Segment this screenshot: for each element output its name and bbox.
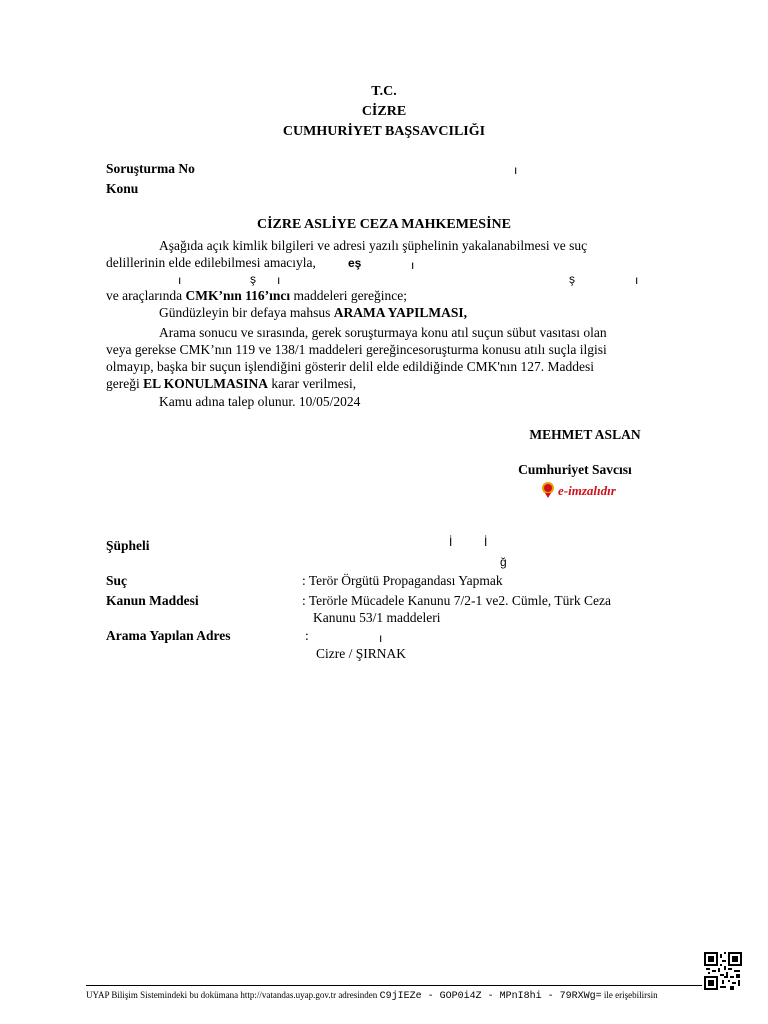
footer-text-a: UYAP Bilişim Sistemindeki bu dokümana http://vatandas.uyap.gov.tr adresinden	[86, 990, 378, 1000]
kanun-value-line-1: : Terörle Mücadele Kanunu 7/2-1 ve2. Cümle, Türk Ceza	[302, 593, 611, 608]
qr-code	[704, 952, 742, 994]
line4-text-a: ve araçlarında	[106, 288, 186, 303]
verification-code: C9jIEZe - GOP0i4Z - MPnI8hi - 79RXWg=	[379, 991, 602, 1002]
paragraph-2	[159, 305, 467, 321]
fragment-5: ı	[635, 273, 639, 287]
cmk-116: CMK’nın 116’ıncı	[185, 288, 291, 303]
footer-rule	[86, 985, 702, 986]
prosecutor-title: Cumhuriyet Savcısı	[518, 462, 632, 477]
arama-yapilmasi: ARAMA YAPILMASI,	[333, 305, 467, 320]
fragment-4: ş	[569, 272, 575, 286]
line4-text-c: maddeleri gereğince;	[290, 288, 408, 303]
el-konulmasina: EL KONULMASINA	[143, 376, 269, 391]
sorusturma-label: Soruşturma No	[106, 161, 195, 176]
p3-text-c: karar verilmesi,	[268, 376, 357, 391]
e-signature-icon	[540, 480, 556, 502]
fragment-2: ş	[250, 272, 256, 286]
fragment-1: ı	[178, 273, 182, 287]
suc-label: Suç	[106, 573, 128, 588]
recipient-court: CİZRE ASLİYE CEZA MAHKEMESİNE	[256, 217, 511, 232]
adres-colon: :	[305, 628, 309, 643]
paragraph-3-line-4	[106, 376, 356, 392]
suc-value: : Terör Örgütü Propagandası Yapmak	[302, 573, 503, 588]
e-signature-text: e-imzalıdır	[558, 483, 616, 498]
adres-label: Arama Yapılan Adres	[106, 628, 231, 643]
adres-city: Cizre / ŞIRNAK	[316, 646, 406, 661]
paragraph-1-line-2-text: delillerinin elde edilebilmesi amacıyla,	[106, 255, 316, 270]
supheli-label: Şüpheli	[106, 538, 150, 553]
header-office: CUMHURİYET BAŞSAVCILIĞI	[282, 124, 486, 139]
paragraph-1-line-4	[106, 288, 407, 304]
paragraph-3-line-3: olmayıp, başka bir suçun işlendiğini gösterir delil elde edildiğinde CMK'nın 127. Maddesi	[106, 359, 594, 374]
adres-mark: ı	[379, 631, 383, 645]
konu-label: Konu	[106, 181, 139, 196]
footer-text-b: ile erişebilirsin	[603, 990, 658, 1000]
supheli-fragment-1: İ	[449, 535, 453, 549]
paragraph-4: Kamu adına talep olunur. 10/05/2024	[159, 394, 361, 409]
header-city: CİZRE	[361, 104, 407, 119]
redacted-fragment-es: eş	[348, 256, 362, 270]
paragraph-3-line-1: Arama sonucu ve sırasında, gerek soruşturmaya konu atıl suçun sübut vasıtası olan	[159, 325, 607, 340]
supheli-fragment-3: ğ	[500, 555, 507, 569]
p2-text: Gündüzleyin bir defaya mahsus	[159, 305, 334, 320]
kanun-value-line-2: Kanunu 53/1 maddeleri	[313, 610, 441, 625]
paragraph-1-line-2	[106, 255, 316, 271]
sorusturma-mark: ı	[514, 163, 518, 177]
paragraph-3-line-2: veya gerekse CMK’nın 119 ve 138/1 maddeleri gereğincesoruşturma konusu atılı suçla ilgisi	[106, 342, 607, 357]
kanun-label: Kanun Maddesi	[106, 593, 199, 608]
supheli-fragment-2: İ	[484, 535, 488, 549]
footer	[86, 990, 658, 1002]
header-tc: T.C.	[371, 84, 397, 99]
p3-text-a: gereği	[106, 376, 144, 391]
paragraph-1-line-1: Aşağıda açık kimlik bilgileri ve adresi yazılı şüphelinin yakalanabilmesi ve suç	[159, 238, 588, 253]
e-signature	[540, 480, 616, 502]
prosecutor-name: MEHMET ASLAN	[529, 427, 641, 442]
fragment-3: ı	[277, 273, 281, 287]
redacted-fragment-i: ı	[411, 258, 415, 272]
